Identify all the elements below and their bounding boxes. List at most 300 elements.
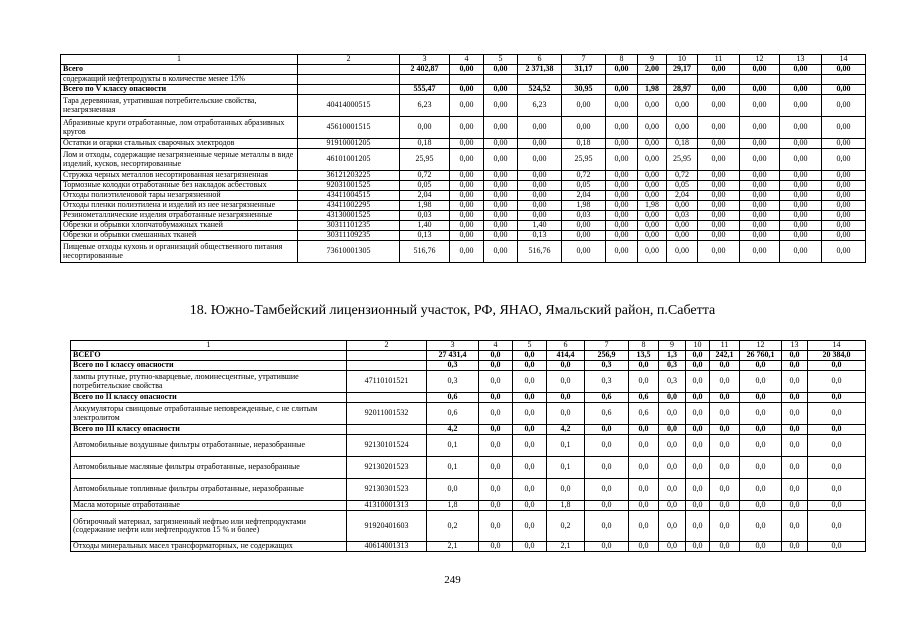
column-number-header: 8 [606,55,638,65]
value-cell: 0,0 [782,403,808,425]
value-cell: 0,0 [479,351,513,361]
value-cell: 0,00 [606,117,638,139]
column-number-header: 1 [61,55,298,65]
value-cell: 0,00 [562,117,606,139]
value-cell: 0,00 [698,171,740,181]
value-cell: 0,00 [822,231,866,241]
value-cell: 0,00 [638,241,667,263]
value-cell: 0,0 [782,371,808,393]
fkko-code-cell: 47110101521 [347,371,427,393]
value-cell: 0,0 [479,361,513,371]
value-cell: 0,0 [427,479,479,501]
column-number-header: 4 [450,55,484,65]
table-row [61,95,866,117]
value-cell: 0,0 [479,371,513,393]
value-cell: 0,00 [740,231,780,241]
fkko-code-cell: 40414000515 [298,95,400,117]
value-cell: 0,0 [782,361,808,371]
value-cell: 0,18 [400,139,450,149]
value-cell: 0,0 [479,511,513,542]
value-cell: 0,00 [698,221,740,231]
value-cell [740,75,780,85]
value-cell: 0,00 [740,181,780,191]
waste-name-cell: Тара деревянная, утратившая потребительские свойства, незагрязненная [61,95,298,117]
value-cell: 0,03 [400,211,450,221]
value-cell: 0,00 [484,85,518,95]
value-cell: 0,3 [659,371,686,393]
value-cell: 2 402,87 [400,65,450,75]
value-cell: 0,00 [780,181,822,191]
value-cell: 0,0 [782,393,808,403]
value-cell: 0,0 [659,511,686,542]
value-cell: 0,0 [513,403,547,425]
value-cell: 0,0 [808,361,866,371]
value-cell: 0,00 [606,241,638,263]
value-cell [450,75,484,85]
value-cell: 0,2 [547,511,585,542]
fkko-code-cell [347,351,427,361]
value-cell: 0,00 [606,85,638,95]
fkko-code-cell: 41310001313 [347,501,427,511]
value-cell: 31,17 [562,65,606,75]
value-cell: 0,00 [698,231,740,241]
value-cell: 0,00 [484,117,518,139]
fkko-code-cell: 30311101235 [298,221,400,231]
waste-name-cell: содержащий нефтепродукты в количестве менее 15% [61,75,298,85]
table-row [71,479,866,501]
value-cell: 2,1 [427,542,479,552]
value-cell: 0,0 [782,351,808,361]
value-cell: 0,6 [629,393,659,403]
value-cell: 0,00 [822,181,866,191]
value-cell: 0,0 [808,501,866,511]
value-cell: 0,00 [698,211,740,221]
value-cell: 0,0 [629,425,659,435]
value-cell: 0,6 [585,393,629,403]
value-cell: 0,0 [513,511,547,542]
table-row [71,393,866,403]
value-cell: 0,0 [513,393,547,403]
value-cell [606,75,638,85]
value-cell: 0,0 [513,479,547,501]
table-row [61,85,866,95]
value-cell: 1,98 [562,201,606,211]
value-cell: 0,00 [740,191,780,201]
value-cell: 0,00 [518,191,562,201]
value-cell: 0,00 [450,65,484,75]
waste-name-cell: Всего по I классу опасности [71,361,347,371]
waste-name-cell: Автомобильные масляные фильтры отработанные, неразобранные [71,457,347,479]
value-cell: 0,00 [780,221,822,231]
value-cell: 0,0 [740,511,782,542]
header-row [71,341,866,351]
value-cell: 0,00 [698,181,740,191]
value-cell: 0,0 [740,479,782,501]
column-number-header: 1 [71,341,347,351]
value-cell: 0,0 [740,361,782,371]
value-cell: 20 384,0 [808,351,866,361]
table-row [71,403,866,425]
fkko-code-cell [298,65,400,75]
table-row [61,201,866,211]
value-cell: 0,0 [479,542,513,552]
table-row [71,542,866,552]
value-cell: 0,0 [710,542,740,552]
value-cell: 0,00 [780,139,822,149]
column-number-header: 13 [780,55,822,65]
column-number-header: 9 [659,341,686,351]
table-row [61,75,866,85]
value-cell: 0,6 [427,393,479,403]
waste-name-cell: Тормозные колодки отработанные без накладок асбестовых [61,181,298,191]
waste-name-cell: Отходы полиэтиленовой тары незагрязненной [61,191,298,201]
value-cell: 0,00 [822,201,866,211]
value-cell: 30,95 [562,85,606,95]
value-cell: 0,00 [638,117,667,139]
value-cell: 0,00 [638,211,667,221]
value-cell: 0,00 [667,231,698,241]
value-cell: 0,00 [484,241,518,263]
value-cell: 0,0 [547,479,585,501]
waste-name-cell: лампы ртутные, ртутно-кварцевые, люминесцентные, утратившие потребительские свойства [71,371,347,393]
value-cell: 0,0 [659,501,686,511]
column-number-header: 7 [585,341,629,351]
value-cell: 0,13 [400,231,450,241]
value-cell: 0,0 [513,501,547,511]
fkko-code-cell: 92130201523 [347,457,427,479]
value-cell: 0,0 [479,457,513,479]
value-cell: 0,0 [629,511,659,542]
value-cell: 0,0 [513,361,547,371]
value-cell: 0,0 [629,435,659,457]
value-cell: 0,00 [606,95,638,117]
value-cell: 0,0 [585,435,629,457]
value-cell: 0,1 [547,435,585,457]
fkko-code-cell: 30311109235 [298,231,400,241]
value-cell: 0,0 [585,542,629,552]
value-cell: 0,72 [562,171,606,181]
column-number-header: 5 [484,55,518,65]
value-cell: 0,1 [427,457,479,479]
value-cell: 0,00 [822,221,866,231]
value-cell: 0,00 [698,191,740,201]
value-cell: 0,00 [484,231,518,241]
value-cell [822,75,866,85]
value-cell: 0,00 [484,95,518,117]
waste-name-cell: Автомобильные воздушные фильтры отработанные, неразобранные [71,435,347,457]
value-cell: 0,0 [686,351,710,361]
value-cell: 0,0 [740,425,782,435]
column-number-header: 6 [547,341,585,351]
waste-name-cell: Резинометаллические изделия отработанные незагрязненные [61,211,298,221]
value-cell: 0,00 [606,231,638,241]
value-cell: 0,0 [808,457,866,479]
fkko-code-cell: 45610001515 [298,117,400,139]
value-cell: 0,0 [782,542,808,552]
table-row [71,371,866,393]
column-number-header: 12 [740,55,780,65]
fkko-code-cell: 73610001305 [298,241,400,263]
value-cell: 0,00 [450,241,484,263]
table-row [61,191,866,201]
value-cell: 0,0 [686,425,710,435]
value-cell: 0,00 [822,211,866,221]
value-cell: 1,40 [400,221,450,231]
value-cell: 0,18 [562,139,606,149]
column-number-header: 9 [638,55,667,65]
waste-name-cell: Абразивные круги отработанные, лом отработанных абразивных кругов [61,117,298,139]
waste-name-cell: Всего по V классу опасности [61,85,298,95]
value-cell: 0,0 [710,479,740,501]
waste-name-cell: Лом и отходы, содержащие незагрязненные черные металлы в виде изделий, кусков, несортированные [61,149,298,171]
value-cell: 0,00 [484,149,518,171]
value-cell: 0,0 [547,403,585,425]
value-cell: 0,00 [450,117,484,139]
value-cell: 0,0 [782,511,808,542]
table-row [71,501,866,511]
value-cell: 0,00 [780,171,822,181]
value-cell: 0,0 [710,371,740,393]
column-number-header: 3 [400,55,450,65]
value-cell: 0,0 [782,501,808,511]
fkko-code-cell [347,393,427,403]
value-cell: 0,0 [808,511,866,542]
value-cell: 0,00 [450,211,484,221]
value-cell: 0,18 [667,139,698,149]
value-cell: 1,40 [518,221,562,231]
fkko-code-cell: 92031001525 [298,181,400,191]
value-cell: 0,6 [629,403,659,425]
waste-table-1 [60,54,866,263]
table-row [61,117,866,139]
value-cell: 0,0 [740,371,782,393]
value-cell: 0,00 [518,211,562,221]
value-cell: 0,0 [710,435,740,457]
value-cell: 0,00 [822,85,866,95]
value-cell: 0,00 [562,95,606,117]
value-cell: 0,00 [606,65,638,75]
value-cell: 0,0 [782,457,808,479]
value-cell: 0,0 [513,371,547,393]
value-cell: 0,00 [780,191,822,201]
value-cell: 0,00 [606,171,638,181]
value-cell: 0,00 [667,117,698,139]
waste-name-cell: Всего по II классу опасности [71,393,347,403]
value-cell: 0,00 [638,139,667,149]
value-cell: 0,0 [740,542,782,552]
value-cell: 0,00 [606,201,638,211]
waste-name-cell: Стружка черных металлов несортированная незагрязненная [61,171,298,181]
value-cell: 0,00 [780,117,822,139]
value-cell: 1,8 [427,501,479,511]
value-cell: 0,00 [780,85,822,95]
table-row [61,149,866,171]
section-title: 18. Южно-Тамбейский лицензионный участок, РФ, ЯНАО, Ямальский район, п.Сабетта [189,303,716,318]
value-cell: 1,98 [638,201,667,211]
value-cell: 25,95 [667,149,698,171]
value-cell: 0,72 [400,171,450,181]
column-number-header: 7 [562,55,606,65]
value-cell: 0,3 [427,361,479,371]
value-cell: 0,00 [740,211,780,221]
value-cell: 0,0 [710,425,740,435]
value-cell: 0,6 [585,403,629,425]
value-cell: 0,00 [450,149,484,171]
value-cell: 0,00 [667,95,698,117]
table-row [61,181,866,191]
waste-name-cell: Обрезки и обрывки хлопчатобумажных тканей [61,221,298,231]
value-cell: 0,3 [585,371,629,393]
value-cell: 4,2 [547,425,585,435]
column-number-header: 14 [808,341,866,351]
page-number: 249 [444,574,461,586]
value-cell: 0,0 [629,501,659,511]
table-row [71,457,866,479]
value-cell: 0,0 [710,403,740,425]
value-cell: 0,00 [822,191,866,201]
value-cell: 0,00 [638,149,667,171]
table-row [61,139,866,149]
value-cell: 0,0 [686,511,710,542]
value-cell: 0,0 [686,479,710,501]
value-cell [484,75,518,85]
column-number-header: 3 [427,341,479,351]
value-cell: 0,0 [686,542,710,552]
value-cell: 0,00 [518,201,562,211]
value-cell: 0,00 [698,139,740,149]
value-cell: 0,0 [629,457,659,479]
column-number-header: 12 [740,341,782,351]
value-cell: 0,00 [740,171,780,181]
value-cell: 0,00 [450,171,484,181]
value-cell: 1,3 [659,351,686,361]
waste-name-cell: Аккумуляторы свинцовые отработанные неповрежденные, с не слитым электролитом [71,403,347,425]
value-cell: 0,0 [740,403,782,425]
column-number-header: 13 [782,341,808,351]
value-cell: 0,00 [450,221,484,231]
waste-name-cell: Обрезки и обрывки смешанных тканей [61,231,298,241]
value-cell: 0,00 [698,95,740,117]
waste-name-cell: Отходы минеральных масел трансформаторных, не содержащих [71,542,347,552]
value-cell: 1,8 [547,501,585,511]
waste-name-cell: Масла моторные отработанные [71,501,347,511]
value-cell: 0,0 [740,457,782,479]
value-cell: 242,1 [710,351,740,361]
value-cell: 0,0 [710,457,740,479]
value-cell: 0,0 [740,435,782,457]
value-cell: 555,47 [400,85,450,95]
value-cell [518,75,562,85]
value-cell: 0,13 [518,231,562,241]
value-cell: 0,0 [585,511,629,542]
value-cell: 0,00 [400,117,450,139]
value-cell: 0,1 [427,435,479,457]
value-cell: 0,00 [484,201,518,211]
value-cell: 2 371,38 [518,65,562,75]
value-cell: 25,95 [562,149,606,171]
value-cell: 0,00 [740,201,780,211]
value-cell: 29,17 [667,65,698,75]
value-cell: 0,00 [740,241,780,263]
table-row [61,65,866,75]
table-row [61,171,866,181]
fkko-code-cell: 46101001205 [298,149,400,171]
value-cell [562,75,606,85]
value-cell: 0,00 [698,241,740,263]
fkko-code-cell: 43411002295 [298,201,400,211]
value-cell: 0,72 [667,171,698,181]
value-cell: 0,00 [740,117,780,139]
value-cell: 0,00 [780,231,822,241]
value-cell: 0,3 [659,361,686,371]
value-cell: 0,00 [562,231,606,241]
waste-name-cell: Автомобильные топливные фильтры отработанные, неразобранные [71,479,347,501]
value-cell: 0,0 [479,425,513,435]
fkko-code-cell: 92130301523 [347,479,427,501]
value-cell: 0,00 [562,241,606,263]
value-cell: 0,00 [698,149,740,171]
value-cell: 0,00 [638,181,667,191]
value-cell: 0,0 [547,371,585,393]
value-cell: 0,00 [822,171,866,181]
column-number-header: 8 [629,341,659,351]
value-cell: 28,97 [667,85,698,95]
value-cell: 0,00 [450,201,484,211]
value-cell: 0,00 [698,117,740,139]
value-cell: 0,00 [780,201,822,211]
waste-name-cell: Остатки и огарки стальных сварочных электродов [61,139,298,149]
value-cell: 0,00 [484,221,518,231]
value-cell [638,75,667,85]
value-cell: 0,00 [562,221,606,231]
value-cell: 0,00 [450,181,484,191]
value-cell: 0,00 [606,149,638,171]
table-row [71,425,866,435]
value-cell: 0,3 [585,361,629,371]
fkko-code-cell [298,75,400,85]
fkko-code-cell: 40614001313 [347,542,427,552]
value-cell: 0,0 [808,403,866,425]
value-cell: 0,0 [740,393,782,403]
column-number-header: 10 [667,55,698,65]
value-cell: 0,00 [638,171,667,181]
value-cell: 0,00 [822,117,866,139]
value-cell: 0,0 [808,393,866,403]
value-cell: 0,0 [686,371,710,393]
value-cell: 0,0 [808,425,866,435]
value-cell: 2,1 [547,542,585,552]
value-cell: 0,00 [450,139,484,149]
fkko-code-cell [298,85,400,95]
value-cell: 0,00 [484,191,518,201]
value-cell: 0,0 [479,403,513,425]
value-cell: 0,0 [686,457,710,479]
value-cell: 1,98 [400,201,450,211]
value-cell: 524,52 [518,85,562,95]
waste-table-2 [70,340,866,552]
value-cell: 0,00 [740,95,780,117]
value-cell: 0,0 [808,435,866,457]
value-cell: 0,6 [427,403,479,425]
table-row [61,231,866,241]
value-cell: 0,0 [710,361,740,371]
value-cell: 0,0 [547,361,585,371]
value-cell: 0,0 [686,393,710,403]
value-cell: 0,00 [484,65,518,75]
value-cell: 26 760,1 [740,351,782,361]
value-cell: 0,00 [698,201,740,211]
table-row [71,351,866,361]
